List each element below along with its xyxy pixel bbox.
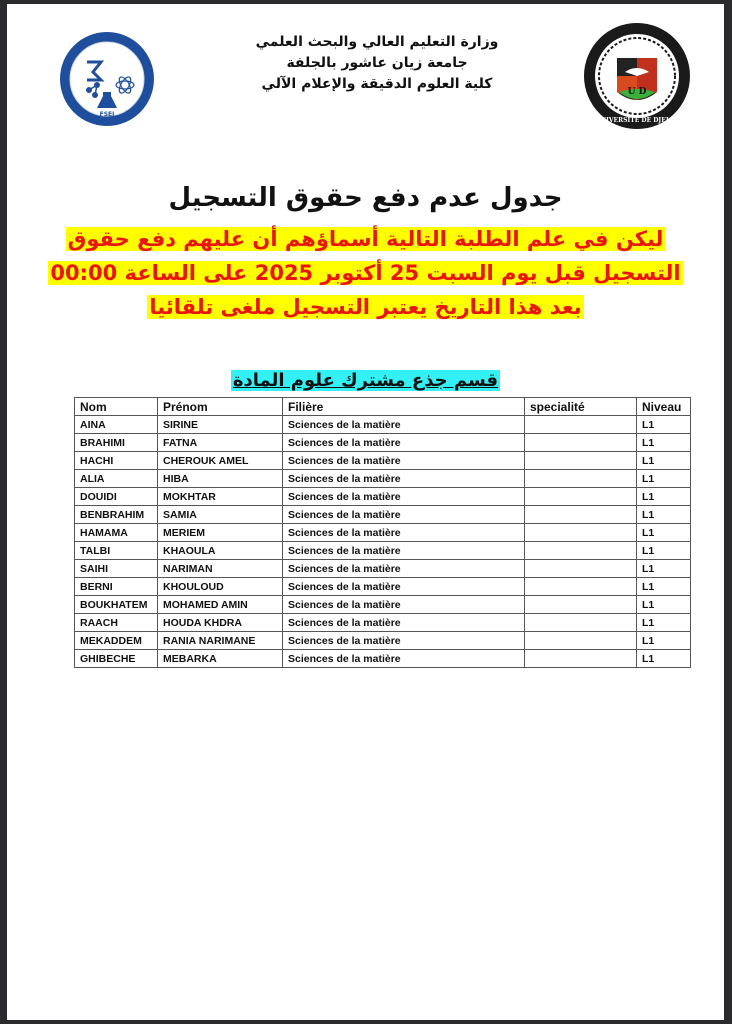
cell-specialite [525,596,637,614]
notice-line-1: ليكن في علم الطلبة التالية أسماؤهم أن عليهم دفع حقوق [67,227,664,251]
cell-specialite [525,560,637,578]
cell-niveau: L1 [637,506,691,524]
table-body [75,416,691,668]
cell-filiere: Sciences de la matière [283,524,525,542]
cell-prenom: SIRINE [158,416,283,434]
cell-nom: TALBI [75,542,158,560]
cell-specialite [525,470,637,488]
table-row [75,578,691,596]
table-row [75,524,691,542]
cell-nom: BERNI [75,578,158,596]
cell-niveau: L1 [637,542,691,560]
table-header-row [75,398,691,416]
table-row [75,416,691,434]
notice-line-2: التسجيل قبل يوم السبت 25 أكتوبر 2025 على الساعة 00:00 [50,261,681,285]
cell-nom: SAIHI [75,560,158,578]
document-page [7,4,724,1020]
faculty-name: كلية العلوم الدقيقة والإعلام الآلي [261,76,493,92]
institution-header [237,32,517,95]
cell-niveau: L1 [637,650,691,668]
table-row [75,596,691,614]
table-row [75,650,691,668]
header-nom: Nom [75,398,158,416]
cell-nom: MEKADDEM [75,632,158,650]
cell-prenom: FATNA [158,434,283,452]
cell-nom: GHIBECHE [75,650,158,668]
cell-specialite [525,578,637,596]
cell-nom: BOUKHATEM [75,596,158,614]
table-row [75,434,691,452]
cell-filiere: Sciences de la matière [283,416,525,434]
header-specialite: specialité [525,398,637,416]
cell-specialite [525,650,637,668]
cell-niveau: L1 [637,632,691,650]
cell-nom: HACHI [75,452,158,470]
cell-niveau: L1 [637,488,691,506]
cell-nom: BENBRAHIM [75,506,158,524]
table-row [75,452,691,470]
cell-niveau: L1 [637,524,691,542]
cell-prenom: CHEROUK AMEL [158,452,283,470]
cell-nom: ALIA [75,470,158,488]
cell-nom: BRAHIMI [75,434,158,452]
cell-specialite [525,632,637,650]
cell-niveau: L1 [637,560,691,578]
cell-prenom: MEBARKA [158,650,283,668]
cell-specialite [525,542,637,560]
cell-niveau: L1 [637,578,691,596]
cell-filiere: Sciences de la matière [283,506,525,524]
cell-niveau: L1 [637,416,691,434]
cell-prenom: HIBA [158,470,283,488]
cell-filiere: Sciences de la matière [283,596,525,614]
cell-specialite [525,434,637,452]
section-heading [7,369,724,393]
header-niveau: Niveau [637,398,691,416]
notice-block [7,222,724,324]
faculty-logo-text: FSEI [99,111,115,118]
cell-filiere: Sciences de la matière [283,470,525,488]
table-row [75,542,691,560]
cell-niveau: L1 [637,434,691,452]
cell-filiere: Sciences de la matière [283,560,525,578]
university-name: جامعة زيان عاشور بالجلفة [286,55,468,71]
ministry-name: وزارة التعليم العالي والبحث العلمي [255,34,499,50]
university-logo-text: UNIVERSITÉ DE DJELFA [595,117,679,124]
notice-line-3: بعد هذا التاريخ يعتبر التسجيل ملغى تلقائيا [149,295,582,319]
cell-filiere: Sciences de la matière [283,632,525,650]
cell-specialite [525,488,637,506]
cell-prenom: RANIA NARIMANE [158,632,283,650]
cell-niveau: L1 [637,614,691,632]
cell-filiere: Sciences de la matière [283,434,525,452]
cell-filiere: Sciences de la matière [283,452,525,470]
cell-filiere: Sciences de la matière [283,650,525,668]
page-title: جدول عدم دفع حقوق التسجيل [168,183,563,213]
cell-prenom: KHOULOUD [158,578,283,596]
cell-prenom: KHAOULA [158,542,283,560]
cell-specialite [525,452,637,470]
cell-prenom: SAMIA [158,506,283,524]
students-table [74,397,691,668]
section-title: قسم جذع مشترك علوم المادة [232,370,499,391]
table-row [75,560,691,578]
university-logo-letters: U D [627,87,647,97]
table-row [75,632,691,650]
table-row [75,488,691,506]
cell-niveau: L1 [637,470,691,488]
university-logo [583,22,691,130]
cell-nom: RAACH [75,614,158,632]
cell-prenom: MOKHTAR [158,488,283,506]
cell-niveau: L1 [637,596,691,614]
cell-nom: DOUIDI [75,488,158,506]
cell-filiere: Sciences de la matière [283,614,525,632]
cell-specialite [525,524,637,542]
header-filiere: Filière [283,398,525,416]
cell-specialite [525,506,637,524]
faculty-logo [57,30,157,128]
cell-niveau: L1 [637,452,691,470]
table-row [75,470,691,488]
cell-prenom: NARIMAN [158,560,283,578]
cell-prenom: MOHAMED AMIN [158,596,283,614]
cell-filiere: Sciences de la matière [283,488,525,506]
cell-nom: AINA [75,416,158,434]
cell-nom: HAMAMA [75,524,158,542]
cell-prenom: HOUDA KHDRA [158,614,283,632]
header-prenom: Prénom [158,398,283,416]
cell-filiere: Sciences de la matière [283,578,525,596]
table-row [75,506,691,524]
cell-specialite [525,614,637,632]
cell-prenom: MERIEM [158,524,283,542]
table-row [75,614,691,632]
cell-filiere: Sciences de la matière [283,542,525,560]
cell-specialite [525,416,637,434]
